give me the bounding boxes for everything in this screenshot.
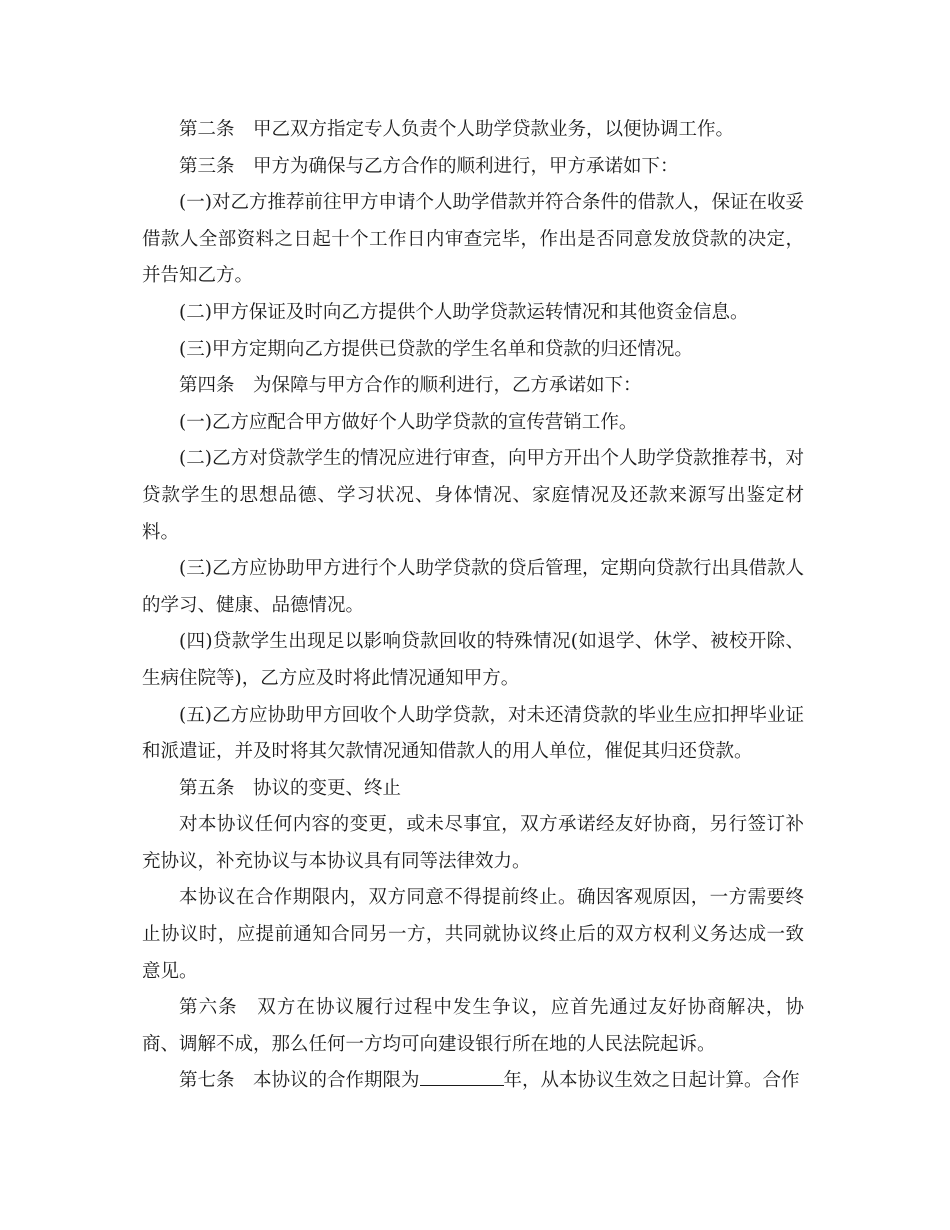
article-3-paragraph: 第三条 甲方为确保与乙方合作的顺利进行，甲方承诺如下：	[179, 155, 679, 177]
article-4-item-3: (三)乙方应协助甲方进行个人助学贷款的贷后管理，定期向贷款行出具借款人的学习、健康、品德情况。	[142, 558, 804, 616]
article-4-item-2: (二)乙方对贷款学生的情况应进行审查，向甲方开出个人助学贷款推荐书，对贷款学生的思想品德、学习状况、身体情况、家庭情况及还款来源写出鉴定材料。	[142, 448, 804, 543]
article-5-change-clause: 对本协议任何内容的变更，或未尽事宜，双方承诺经友好协商，另行签订补充协议，补充协议与本协议具有同等法律效力。	[142, 814, 804, 872]
article-4-item-1: (一)乙方应配合甲方做好个人助学贷款的宣传营销工作。	[179, 411, 638, 433]
article-7-text-before: 第七条 本协议的合作期限为	[179, 1070, 420, 1092]
article-6-paragraph: 第六条 双方在协议履行过程中发生争议，应首先通过友好协商解决，协商、调解不成，那么任何一方均可向建设银行所在地的人民法院起诉。	[142, 997, 804, 1055]
article-4-item-5: (五)乙方应协助甲方回收个人助学贷款，对未还清贷款的毕业生应扣押毕业证和派遣证，并及时将其欠款情况通知借款人的用人单位，催促其归还贷款。	[142, 704, 804, 763]
article-4-item-4: (四)贷款学生出现足以影响贷款回收的特殊情况(如退学、休学、被校开除、生病住院等)，乙方应及时将此情况通知甲方。	[142, 631, 804, 689]
article-3-item-3: (三)甲方定期向乙方提供已贷款的学生名单和贷款的归还情况。	[179, 338, 693, 360]
article-4-paragraph: 第四条 为保障与甲方合作的顺利进行，乙方承诺如下：	[179, 375, 642, 397]
article-3-item-1: (一)对乙方推荐前往甲方申请个人助学借款并符合条件的借款人，保证在收妥借款人全部资料之日起十个工作日内审查完毕，作出是否同意发放贷款的决定，并告知乙方。	[142, 192, 804, 287]
article-2-paragraph: 第二条 甲乙双方指定专人负责个人助学贷款业务，以便协调工作。	[179, 119, 735, 140]
article-5-termination-clause: 本协议在合作期限内，双方同意不得提前终止。确因客观原因，一方需要终止协议时，应提前通知合同另一方，共同就协议终止后的双方权利义务达成一致意见。	[142, 887, 804, 982]
article-3-item-2: (二)甲方保证及时向乙方提供个人助学贷款运转情况和其他资金信息。	[179, 301, 749, 323]
article-7-text-after: 年，从本协议生效之日起计算。合作	[503, 1070, 800, 1092]
term-blank-line	[420, 1063, 504, 1086]
document-body	[142, 112, 804, 1100]
article-7-paragraph	[142, 1063, 804, 1100]
article-5-paragraph: 第五条 协议的变更、终止	[179, 777, 402, 799]
